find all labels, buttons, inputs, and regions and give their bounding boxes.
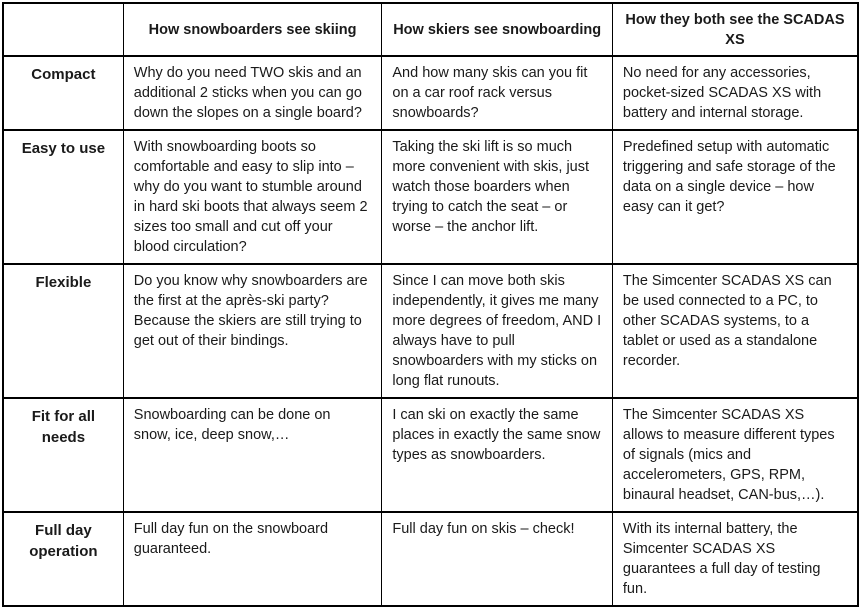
table-row-full-day-operation (3, 512, 858, 606)
row-header-compact: Compact (3, 56, 123, 130)
cell-fit-skiers: I can ski on exactly the same places in exactly the same snow types as snowboarders. (382, 398, 613, 512)
cell-flexible-scadas: The Simcenter SCADAS XS can be used connected to a PC, to other SCADAS systems, to a tablet or used as a standalone recorder. (612, 264, 858, 398)
cell-flexible-skiers: Since I can move both skis independently, it gives me many more degrees of freedom, AND I always have to pull snowboarders with my sticks on long flat runouts. (382, 264, 613, 398)
table-row-easy-to-use (3, 130, 858, 264)
column-header-snowboarders: How snowboarders see skiing (123, 3, 382, 56)
cell-compact-skiers: And how many skis can you fit on a car roof rack versus snowboards? (382, 56, 613, 130)
row-header-full-day-operation: Full day operation (3, 512, 123, 606)
cell-fullday-skiers: Full day fun on skis – check! (382, 512, 613, 606)
cell-easy-snowboarders: With snowboarding boots so comfortable and easy to slip into – why do you want to stumble around in hard ski boots that always seem 2 sizes too small and cut off your blood circulation? (123, 130, 382, 264)
cell-compact-scadas: No need for any accessories, pocket-sized SCADAS XS with battery and internal storage. (612, 56, 858, 130)
corner-cell (3, 3, 123, 56)
table-row-fit-for-all-needs (3, 398, 858, 512)
column-header-skiers: How skiers see snowboarding (382, 3, 613, 56)
table-row-compact (3, 56, 858, 130)
cell-easy-scadas: Predefined setup with automatic triggering and safe storage of the data on a single device – how easy can it get? (612, 130, 858, 264)
table-header-row (3, 3, 858, 56)
cell-flexible-snowboarders: Do you know why snowboarders are the first at the après-ski party? Because the skiers are still trying to get out of their bindings. (123, 264, 382, 398)
table-row-flexible (3, 264, 858, 398)
cell-fullday-scadas: With its internal battery, the Simcenter SCADAS XS guarantees a full day of testing fun. (612, 512, 858, 606)
row-header-easy-to-use: Easy to use (3, 130, 123, 264)
cell-fit-scadas: The Simcenter SCADAS XS allows to measure different types of signals (mics and accelerometers, GPS, RPM, binaural headset, CAN-bus,…). (612, 398, 858, 512)
row-header-flexible: Flexible (3, 264, 123, 398)
cell-fullday-snowboarders: Full day fun on the snowboard guaranteed. (123, 512, 382, 606)
cell-compact-snowboarders: Why do you need TWO skis and an additional 2 sticks when you can go down the slopes on a single board? (123, 56, 382, 130)
comparison-table (2, 2, 859, 607)
column-header-scadas: How they both see the SCADAS XS (612, 3, 858, 56)
cell-easy-skiers: Taking the ski lift is so much more convenient with skis, just watch those boarders when trying to catch the seat – or worse – the anchor lift. (382, 130, 613, 264)
row-header-fit-for-all-needs: Fit for all needs (3, 398, 123, 512)
cell-fit-snowboarders: Snowboarding can be done on snow, ice, deep snow,… (123, 398, 382, 512)
